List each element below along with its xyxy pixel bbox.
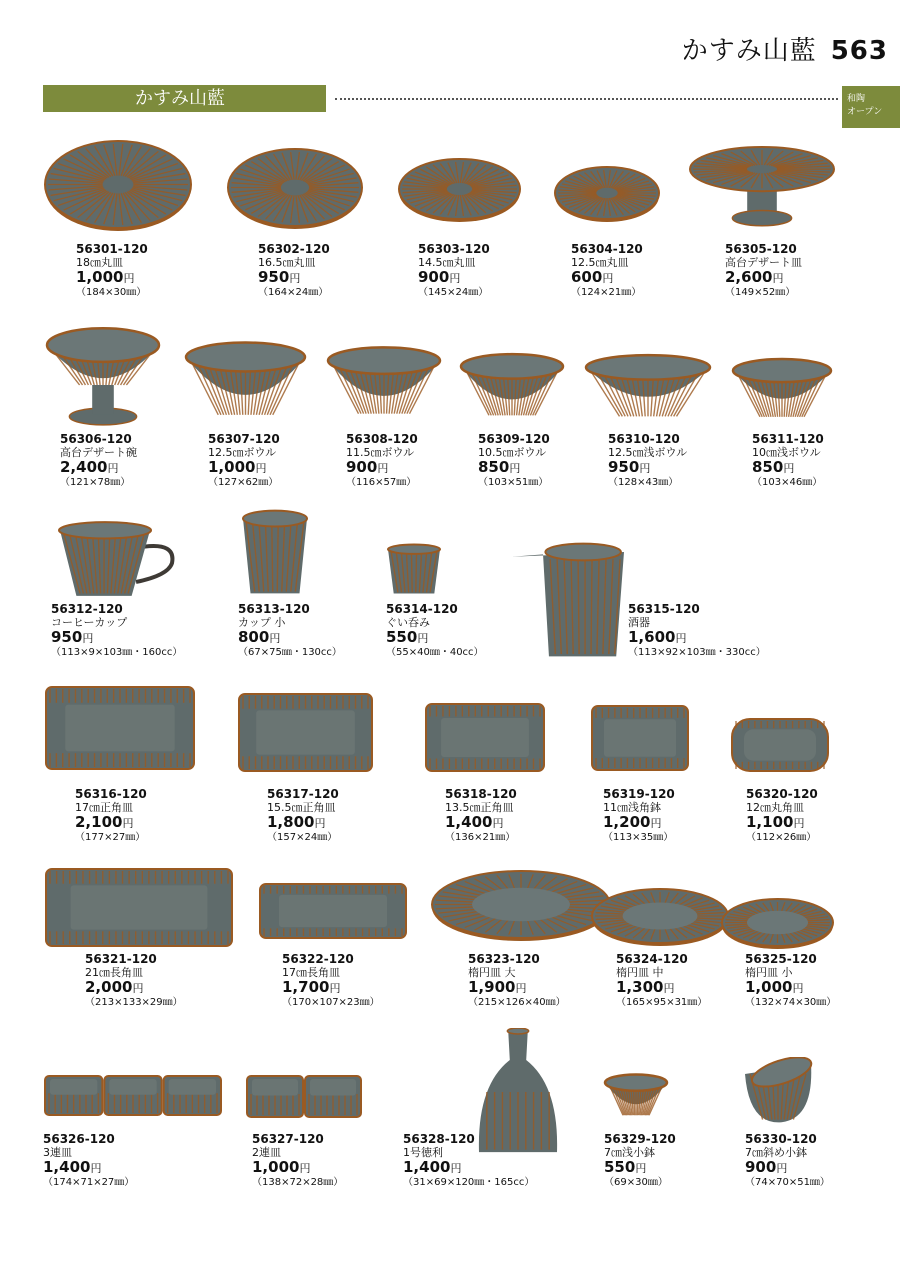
product-name: 楕円皿 小 (745, 965, 793, 979)
product-name: 1号徳利 (403, 1145, 443, 1159)
price-unit: 円 (776, 1162, 788, 1176)
price-value: 1,000 (76, 268, 124, 287)
product-name: 高台デザート碗 (60, 445, 137, 459)
product-info (258, 243, 330, 298)
product-price (478, 459, 550, 476)
product-dimensions: （113×9×103㎜・160cc） (51, 646, 183, 658)
product-name: 12.5㎝浅ボウル (608, 445, 688, 459)
price-value: 1,400 (445, 813, 493, 832)
price-value: 1,600 (628, 628, 676, 647)
price-unit: 円 (509, 462, 521, 476)
product-info (346, 433, 418, 488)
product-name: 11.5㎝ボウル (346, 445, 415, 459)
product-dimensions: （127×62㎜） (208, 476, 279, 488)
product-name: 7㎝斜め小鉢 (745, 1145, 807, 1159)
page-number: 563 (830, 36, 888, 66)
product-code: 56327-120 (252, 1132, 324, 1146)
oval-plate-icon (590, 885, 730, 947)
pitcher-icon (510, 540, 628, 660)
price-value: 950 (51, 628, 83, 647)
product-name: 12㎝丸角皿 (746, 800, 804, 814)
product-code: 56312-120 (51, 602, 123, 616)
product-price (608, 459, 687, 476)
square-bowl-icon (590, 702, 690, 774)
product-dimensions: （69×30㎜） (604, 1176, 668, 1188)
price-unit: 円 (329, 982, 341, 996)
product-price (745, 1159, 830, 1176)
product-code: 56311-120 (752, 432, 824, 446)
bowl-icon (458, 352, 566, 424)
product-name: 楕円皿 中 (616, 965, 664, 979)
product-name: 17㎝正角皿 (75, 800, 133, 814)
product-price (752, 459, 824, 476)
product-code: 56321-120 (85, 952, 157, 966)
product-name: 7㎝浅小鉢 (604, 1145, 655, 1159)
price-value: 900 (745, 1158, 777, 1177)
product-price (725, 269, 802, 286)
rect-plate-icon (44, 865, 234, 950)
price-unit: 円 (793, 817, 805, 831)
product-dimensions: （113×35㎜） (603, 831, 674, 843)
product-info (85, 953, 183, 1008)
price-unit: 円 (255, 462, 267, 476)
product-name: 14.5㎝丸皿 (418, 255, 476, 269)
product-price (282, 979, 380, 996)
round-square-plate-icon (730, 715, 830, 775)
product-price (75, 814, 147, 831)
product-dimensions: （145×24㎜） (418, 286, 489, 298)
product-info (628, 603, 766, 658)
price-unit: 円 (82, 632, 94, 646)
product-price (258, 269, 330, 286)
product-code: 56315-120 (628, 602, 700, 616)
price-value: 1,900 (468, 978, 516, 997)
product-price (403, 1159, 534, 1176)
footed-plate-icon (688, 145, 836, 230)
price-unit: 円 (122, 817, 134, 831)
price-unit: 円 (299, 1162, 311, 1176)
product-name: ぐい呑み (386, 615, 430, 629)
product-dimensions: （132×74×30㎜） (745, 996, 837, 1008)
product-name: 16.5㎝丸皿 (258, 255, 316, 269)
price-value: 900 (418, 268, 450, 287)
price-unit: 円 (132, 982, 144, 996)
product-info (208, 433, 280, 488)
price-value: 550 (604, 1158, 636, 1177)
price-unit: 円 (650, 817, 662, 831)
product-price (346, 459, 418, 476)
series-title: かすみ山藍 (681, 36, 817, 66)
product-price (60, 459, 137, 476)
oval-plate-icon (430, 867, 612, 942)
page-header (682, 30, 888, 67)
price-value: 1,800 (267, 813, 315, 832)
sake-cup-icon (385, 543, 443, 595)
product-name: 10㎝浅ボウル (752, 445, 821, 459)
coffee-cup-icon (58, 518, 176, 600)
product-price (628, 629, 766, 646)
price-unit: 円 (772, 272, 784, 286)
plate-icon (43, 137, 193, 232)
product-info (746, 788, 818, 843)
product-name: 10.5㎝ボウル (478, 445, 547, 459)
price-value: 1,000 (745, 978, 793, 997)
product-code: 56305-120 (725, 242, 797, 256)
product-code: 56308-120 (346, 432, 418, 446)
product-info (445, 788, 517, 843)
price-value: 2,000 (85, 978, 133, 997)
product-dimensions: （112×26㎜） (746, 831, 817, 843)
side-tab-line2: オープン (847, 107, 883, 117)
price-unit: 円 (314, 817, 326, 831)
product-name: 15.5㎝正角皿 (267, 800, 336, 814)
plate-icon (553, 163, 661, 223)
price-unit: 円 (639, 462, 651, 476)
price-unit: 円 (675, 632, 687, 646)
product-name: 3連皿 (43, 1145, 72, 1159)
product-code: 56323-120 (468, 952, 540, 966)
product-code: 56314-120 (386, 602, 458, 616)
product-price (238, 629, 342, 646)
price-unit: 円 (492, 817, 504, 831)
product-code: 56310-120 (608, 432, 680, 446)
footed-bowl-icon (43, 322, 163, 427)
rect-plate-icon (258, 880, 408, 942)
product-code: 56306-120 (60, 432, 132, 446)
product-name: 楕円皿 大 (468, 965, 516, 979)
price-unit: 円 (269, 632, 281, 646)
product-info (745, 1133, 830, 1188)
product-info (745, 953, 836, 1008)
product-price (85, 979, 183, 996)
plate-icon (226, 145, 364, 230)
product-code: 56317-120 (267, 787, 339, 801)
price-unit: 円 (417, 632, 429, 646)
product-info (478, 433, 550, 488)
product-info (603, 788, 675, 843)
product-info (403, 1133, 534, 1188)
price-value: 950 (258, 268, 290, 287)
product-name: 11㎝浅角鉢 (603, 800, 661, 814)
product-info (75, 788, 147, 843)
bowl-icon (325, 345, 443, 423)
product-code: 56322-120 (282, 952, 354, 966)
product-info (252, 1133, 343, 1188)
bowl-icon (183, 340, 308, 425)
product-name: 18㎝丸皿 (76, 255, 123, 269)
product-code: 56330-120 (745, 1132, 817, 1146)
product-dimensions: （165×95×31㎜） (616, 996, 708, 1008)
price-value: 850 (478, 458, 510, 477)
product-price (208, 459, 280, 476)
double-dish-icon (245, 1073, 365, 1120)
product-name: 高台デザート皿 (725, 255, 802, 269)
price-value: 2,600 (725, 268, 773, 287)
product-price (745, 979, 836, 996)
shallow-bowl-icon (730, 357, 834, 425)
section-title-band: かすみ山藍 (43, 85, 326, 112)
product-name: カップ 小 (238, 615, 286, 629)
price-value: 1,700 (282, 978, 330, 997)
square-plate-icon (424, 700, 546, 775)
product-info (267, 788, 339, 843)
product-code: 56328-120 (403, 1132, 475, 1146)
product-dimensions: （31×69×120㎜・165cc） (403, 1176, 535, 1188)
product-name: 12.5㎝ボウル (208, 445, 277, 459)
price-value: 2,100 (75, 813, 123, 832)
product-info (76, 243, 148, 298)
product-code: 56302-120 (258, 242, 330, 256)
price-unit: 円 (449, 272, 461, 286)
product-price (746, 814, 818, 831)
product-code: 56309-120 (478, 432, 550, 446)
small-bowl-icon (602, 1073, 670, 1121)
price-value: 1,100 (746, 813, 794, 832)
price-unit: 円 (289, 272, 301, 286)
price-unit: 円 (663, 982, 675, 996)
product-dimensions: （177×27㎜） (75, 831, 146, 843)
price-value: 900 (346, 458, 378, 477)
price-unit: 円 (123, 272, 135, 286)
product-name: 17㎝長角皿 (282, 965, 340, 979)
product-name: 12.5㎝丸皿 (571, 255, 629, 269)
product-info (468, 953, 566, 1008)
product-code: 56324-120 (616, 952, 688, 966)
product-info (616, 953, 707, 1008)
product-dimensions: （128×43㎜） (608, 476, 679, 488)
triple-dish-icon (43, 1073, 225, 1118)
product-info (752, 433, 824, 488)
product-name: 2連皿 (252, 1145, 281, 1159)
product-price (616, 979, 707, 996)
price-value: 800 (238, 628, 270, 647)
price-unit: 円 (90, 1162, 102, 1176)
product-price (418, 269, 490, 286)
price-value: 1,200 (603, 813, 651, 832)
product-info (608, 433, 687, 488)
product-dimensions: （215×126×40㎜） (468, 996, 566, 1008)
product-dimensions: （213×133×29㎜） (85, 996, 183, 1008)
product-dimensions: （74×70×51㎜） (745, 1176, 830, 1188)
price-unit: 円 (792, 982, 804, 996)
product-price (571, 269, 643, 286)
product-price (468, 979, 566, 996)
price-value: 1,400 (43, 1158, 91, 1177)
product-price (51, 629, 182, 646)
product-name: 酒器 (628, 615, 650, 629)
price-value: 950 (608, 458, 640, 477)
product-info (60, 433, 137, 488)
shallow-bowl-icon (583, 353, 713, 425)
price-value: 1,400 (403, 1158, 451, 1177)
product-code: 56329-120 (604, 1132, 676, 1146)
product-dimensions: （124×21㎜） (571, 286, 642, 298)
product-info (386, 603, 484, 658)
product-price (386, 629, 484, 646)
square-plate-icon (44, 683, 196, 773)
product-code: 56316-120 (75, 787, 147, 801)
product-dimensions: （149×52㎜） (725, 286, 796, 298)
product-dimensions: （121×78㎜） (60, 476, 131, 488)
product-info (238, 603, 342, 658)
price-value: 550 (386, 628, 418, 647)
price-unit: 円 (515, 982, 527, 996)
product-code: 56326-120 (43, 1132, 115, 1146)
dotted-divider (335, 98, 838, 100)
product-price (603, 814, 675, 831)
product-info (571, 243, 643, 298)
price-value: 2,400 (60, 458, 108, 477)
product-price (604, 1159, 676, 1176)
product-code: 56325-120 (745, 952, 817, 966)
square-plate-icon (237, 690, 374, 775)
plate-icon (397, 155, 522, 223)
price-unit: 円 (107, 462, 119, 476)
price-unit: 円 (635, 1162, 647, 1176)
product-info (51, 603, 182, 658)
price-value: 1,000 (252, 1158, 300, 1177)
oval-plate-icon (720, 895, 835, 950)
product-info (43, 1133, 134, 1188)
product-dimensions: （174×71×27㎜） (43, 1176, 135, 1188)
cup-icon (240, 508, 310, 596)
product-info (418, 243, 490, 298)
product-dimensions: （103×46㎜） (752, 476, 823, 488)
product-code: 56320-120 (746, 787, 818, 801)
product-info (725, 243, 802, 298)
product-dimensions: （67×75㎜・130cc） (238, 646, 342, 658)
category-side-tab (842, 86, 900, 128)
product-dimensions: （55×40㎜・40cc） (386, 646, 484, 658)
price-value: 1,300 (616, 978, 664, 997)
product-name: 21㎝長角皿 (85, 965, 143, 979)
product-info (604, 1133, 676, 1188)
price-unit: 円 (450, 1162, 462, 1176)
price-unit: 円 (602, 272, 614, 286)
price-unit: 円 (783, 462, 795, 476)
price-unit: 円 (377, 462, 389, 476)
product-dimensions: （170×107×23㎜） (282, 996, 380, 1008)
slanted-bowl-icon (742, 1057, 814, 1125)
product-dimensions: （164×24㎜） (258, 286, 329, 298)
price-value: 850 (752, 458, 784, 477)
product-code: 56301-120 (76, 242, 148, 256)
product-code: 56319-120 (603, 787, 675, 801)
product-dimensions: （116×57㎜） (346, 476, 417, 488)
product-code: 56303-120 (418, 242, 490, 256)
product-name: 13.5㎝正角皿 (445, 800, 514, 814)
product-price (252, 1159, 343, 1176)
product-dimensions: （113×92×103㎜・330cc） (628, 646, 766, 658)
product-name: コーヒーカップ (51, 615, 128, 629)
product-price (43, 1159, 134, 1176)
product-dimensions: （103×51㎜） (478, 476, 549, 488)
product-dimensions: （136×21㎜） (445, 831, 516, 843)
product-code: 56304-120 (571, 242, 643, 256)
product-dimensions: （138×72×28㎜） (252, 1176, 344, 1188)
product-price (445, 814, 517, 831)
product-info (282, 953, 380, 1008)
side-tab-line1: 和陶 (847, 94, 866, 104)
price-value: 1,000 (208, 458, 256, 477)
product-price (267, 814, 339, 831)
product-price (76, 269, 148, 286)
product-code: 56318-120 (445, 787, 517, 801)
product-code: 56313-120 (238, 602, 310, 616)
product-dimensions: （157×24㎜） (267, 831, 338, 843)
product-code: 56307-120 (208, 432, 280, 446)
product-dimensions: （184×30㎜） (76, 286, 147, 298)
price-value: 600 (571, 268, 603, 287)
